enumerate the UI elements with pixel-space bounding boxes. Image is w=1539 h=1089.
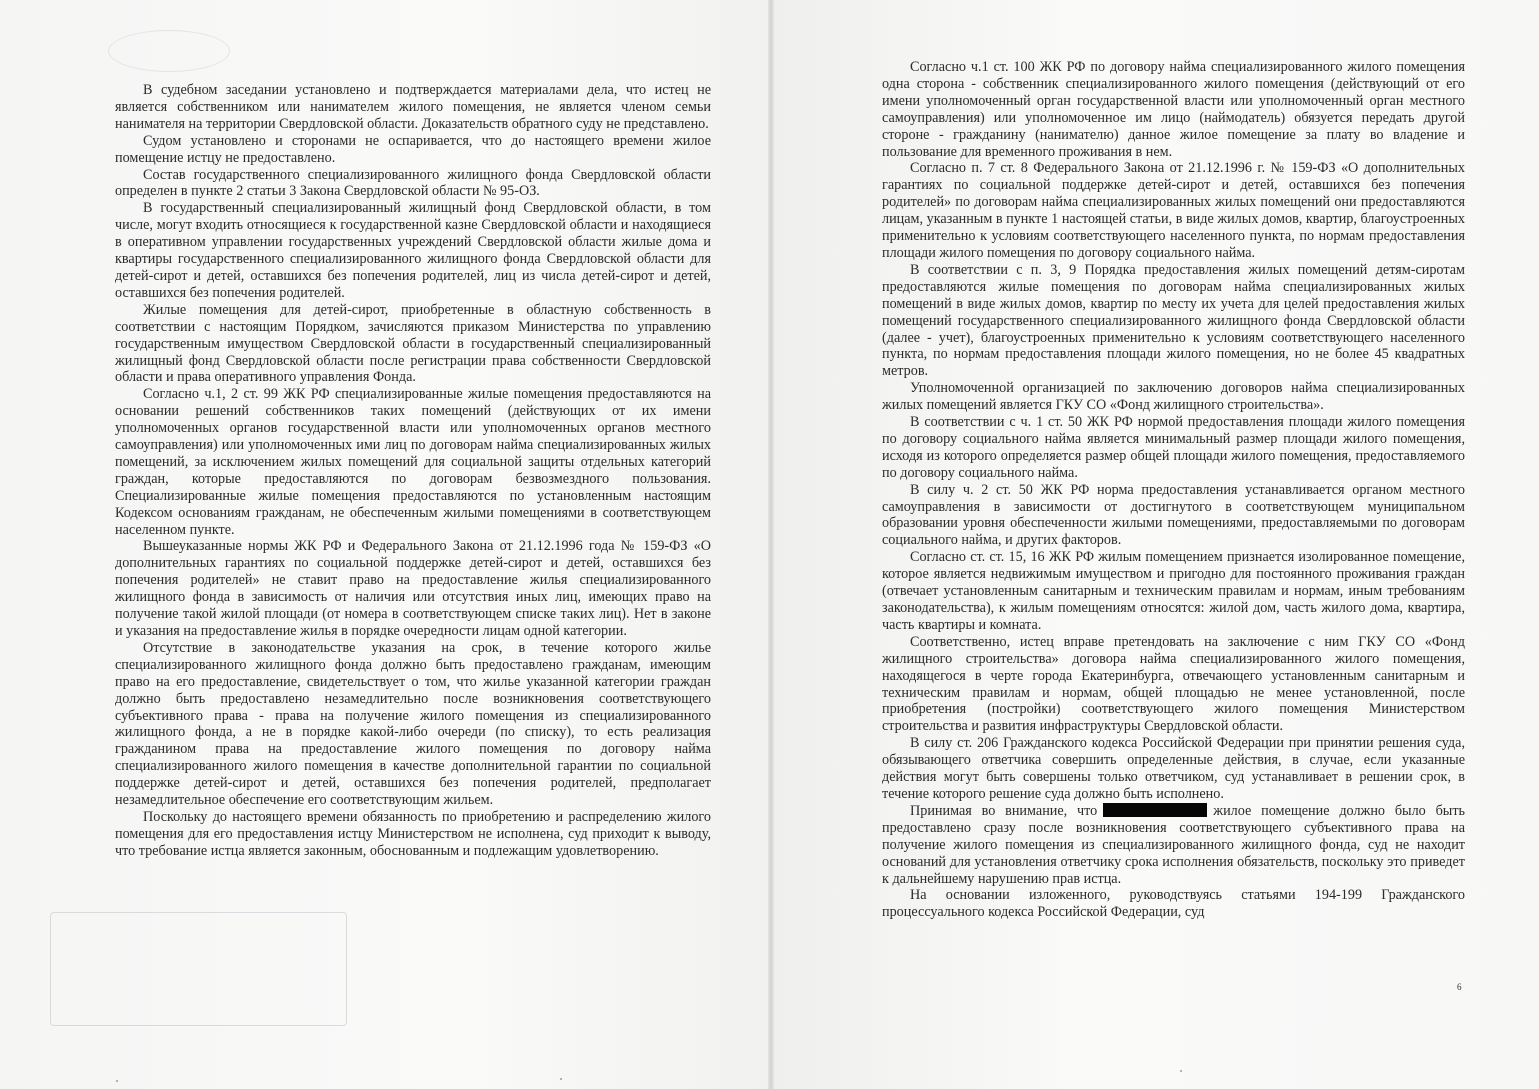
paragraph: Вышеуказанные нормы ЖК РФ и Федерального Закона от 21.12.1996 года № 159-ФЗ «О дополнительных гарантиях по социальной поддержке детей-сирот и детей, оставшихся без попечения родителей» не ставит право на предоставление жилья специализированного жилищного фонда в зависимость от наличия или отсутствия иных лиц, имеющих право на получение такой жилой площади (от номера в соответствующем списке таких лиц). Нет в законе и указания на предоставление жилья в порядке очередности лицам одной категории. [115, 538, 711, 639]
faint-stamp-mark [108, 30, 230, 72]
paragraph: Поскольку до настоящего времени обязанность по приобретению и распределению жилого помещения для его предоставления истцу Министерством не исполнена, суд приходит к выводу, что требование истца является законным, обоснованным и подлежащим удовлетворению. [115, 808, 711, 859]
paragraph: Соответственно, истец вправе претендовать на заключение с ним ГКУ СО «Фонд жилищного строительства» договора найма специализированного жилого помещения, находящегося в черте города Екатеринбурга, отвечающего установленным санитарным и техническим правилам и нормам, общей площадью не менее установленной, после приобретения (постройки) соответствующего жилого помещения Министерством строительства и развития инфраструктуры Свердловской области. [882, 633, 1465, 735]
paragraph: Согласно ч.1, 2 ст. 99 ЖК РФ специализированные жилые помещения предоставляются на основании решений собственников таких помещений (действующих от их имени уполномоченных органов государственной власти или уполномоченных органов местного самоуправления) или уполномоченных ими лиц по договорам найма специализированных жилых помещений, за исключением жилых помещений для социальной защиты отдельных категорий граждан, которые предоставляются по договорам безвозмездного пользования. Специализированные жилые помещения предоставляются по установленным настоящим Кодексом основаниям гражданам, не обеспеченным жилыми помещениями в соответствующем населенном пункте. [115, 386, 711, 538]
page-number: 6 [1457, 982, 1462, 992]
paragraph: Состав государственного специализированного жилищного фонда Свердловской области определен в пункте 2 статьи 3 Закона Свердловской области № 95-ОЗ. [115, 166, 711, 200]
right-page-text [882, 59, 1465, 921]
paragraph: Отсутствие в законодательстве указания на срок, в течение которого жилье специализированного жилищного фонда должно быть предоставлено гражданам, имеющим право на его предоставление, свидетельствует о том, что жилье указанной категории граждан должно быть предоставлено незамедлительно после возникновения соответствующего субъективного права - права на получение жилого помещения из специализированного жилищного фонда, а не в порядке какой-либо очереди (по списку), то есть реализация гражданином права на предоставление жилого помещения по договору найма специализированного жилого помещения в качестве дополнительной гарантии по социальной поддержке детей-сирот и детей, оставшихся без попечения родителей, предполагает незамедлительное обеспечение его соответствующим жильем. [115, 639, 711, 809]
redaction-box [1103, 803, 1207, 817]
paragraph: Уполномоченной организацией по заключению договоров найма специализированных жилых помещений является ГКУ СО «Фонд жилищного строительства». [882, 380, 1465, 414]
page-fold [768, 0, 774, 1089]
paragraph: В государственный специализированный жилищный фонд Свердловской области, в том числе, могут входить относящиеся к государственной казне Свердловской области и находящиеся в оперативном управлении государственных учреждений Свердловской области жилые дома и квартиры государственного специализированного жилищного фонда Свердловской области для детей-сирот и детей, оставшихся без попечения родителей, лиц из числа детей-сирот и детей, оставшихся без попечения родителей. [115, 200, 711, 301]
paragraph: Согласно ч.1 ст. 100 ЖК РФ по договору найма специализированного жилого помещения одна сторона - собственник специализированного жилого помещения (действующий от его имени уполномоченный орган государственной власти или уполномоченный орган местного самоуправления) или уполномоченное им лицо (наймодатель) обязуется передать другой стороне - гражданину (нанимателю) данное жилое помещение за плату во владение и пользование для временного проживания в нем. [882, 59, 1465, 160]
paragraph: Согласно п. 7 ст. 8 Федерального Закона от 21.12.1996 г. № 159-ФЗ «О дополнительных гарантиях по социальной поддержке детей-сирот и детей, оставшихся без попечения родителей» по договорам найма специализированных жилых помещений они предоставляются лицам, указанным в пункте 1 настоящей статьи, в виде жилых домов, квартир, благоустроенных применительно к условиям соответствующего населенного пункта, по нормам предоставления площади жилого помещения по договору социального найма. [882, 160, 1465, 261]
paragraph-text: жилое помещение должно было быть предоставлено сразу после возникновения соответствующего субъективного права на получение жилого помещения из специализированного жилищного фонда, суд не находит оснований для установления ответчику срока исполнения обязательств, поскольку это приведет к дальнейшему нарушению прав истца. [882, 802, 1465, 887]
paragraph: В силу ч. 2 ст. 50 ЖК РФ норма предоставления устанавливается органом местного самоуправления в зависимости от достигнутого в соответствующем муниципальном образовании уровня обеспеченности жилыми помещениями, предоставляемыми по договорам социального найма, и других факторов. [882, 481, 1465, 549]
paragraph: Согласно ст. ст. 15, 16 ЖК РФ жилым помещением признается изолированное помещение, которое является недвижимым имуществом и пригодно для постоянного проживания граждан (отвечает установленным санитарным и техническим правилам и нормам, иным требованиям законодательства), к жилым помещениям относятся: жилой дом, часть жилого дома, квартира, часть квартиры и комната. [882, 549, 1465, 633]
paragraph-with-redaction [882, 803, 1465, 888]
paragraph: В соответствии с п. 3, 9 Порядка предоставления жилых помещений детям-сиротам предоставляются жилые помещения по договорам найма специализированных жилых помещений в виде жилых домов, квартир по месту их учета для целей предоставления жилых помещений государственного специализированного жилищного фонда Свердловской области (далее - учет), благоустроенных применительно к условиям соответствующего населенного пункта, по нормам предоставления площади жилого помещения, но не более 45 квадратных метров. [882, 261, 1465, 380]
paragraph: В соответствии с ч. 1 ст. 50 ЖК РФ нормой предоставления площади жилого помещения по договору социального найма является минимальный размер площади жилого помещения, исходя из которого определяется размер общей площади жилого помещения, предоставляемого по договору социального найма. [882, 414, 1465, 481]
paragraph-text: Принимая во внимание, что [910, 802, 1098, 819]
scan-speck [560, 1078, 562, 1080]
paragraph: Судом установлено и сторонами не оспаривается, что до настоящего времени жилое помещение истцу не предоставлено. [115, 132, 711, 166]
paragraph: Жилые помещения для детей-сирот, приобретенные в областную собственность в соответствии с настоящим Порядком, зачисляются приказом Министерства по управлению государственным имуществом Свердловской области в государственный специализированный жилищный фонд Свердловской области после регистрации права собственности Свердловской области и права оперативного управления Фонда. [115, 301, 711, 386]
final-paragraph: На основании изложенного, руководствуясь статьями 194-199 Гражданского процессуального кодекса Российской Федерации, суд [882, 887, 1465, 921]
paragraph: В силу ст. 206 Гражданского кодекса Российской Федерации при принятии решения суда, обязывающего ответчика совершить определенные действия, в случае, если указанные действия могут быть совершены только ответчиком, суд устанавливает в решении срок, в течение которого решение суда должно быть исполнено. [882, 735, 1465, 802]
left-page-text [115, 82, 711, 860]
scan-speck [1180, 1070, 1182, 1072]
faint-stamp-mark [50, 912, 347, 1026]
paragraph: В судебном заседании установлено и подтверждается материалами дела, что истец не является собственником или нанимателем жилого помещения, не является членом семьи нанимателя на территории Свердловской области. Доказательств обратного суду не представлено. [115, 82, 711, 132]
scan-speck [116, 1080, 118, 1082]
